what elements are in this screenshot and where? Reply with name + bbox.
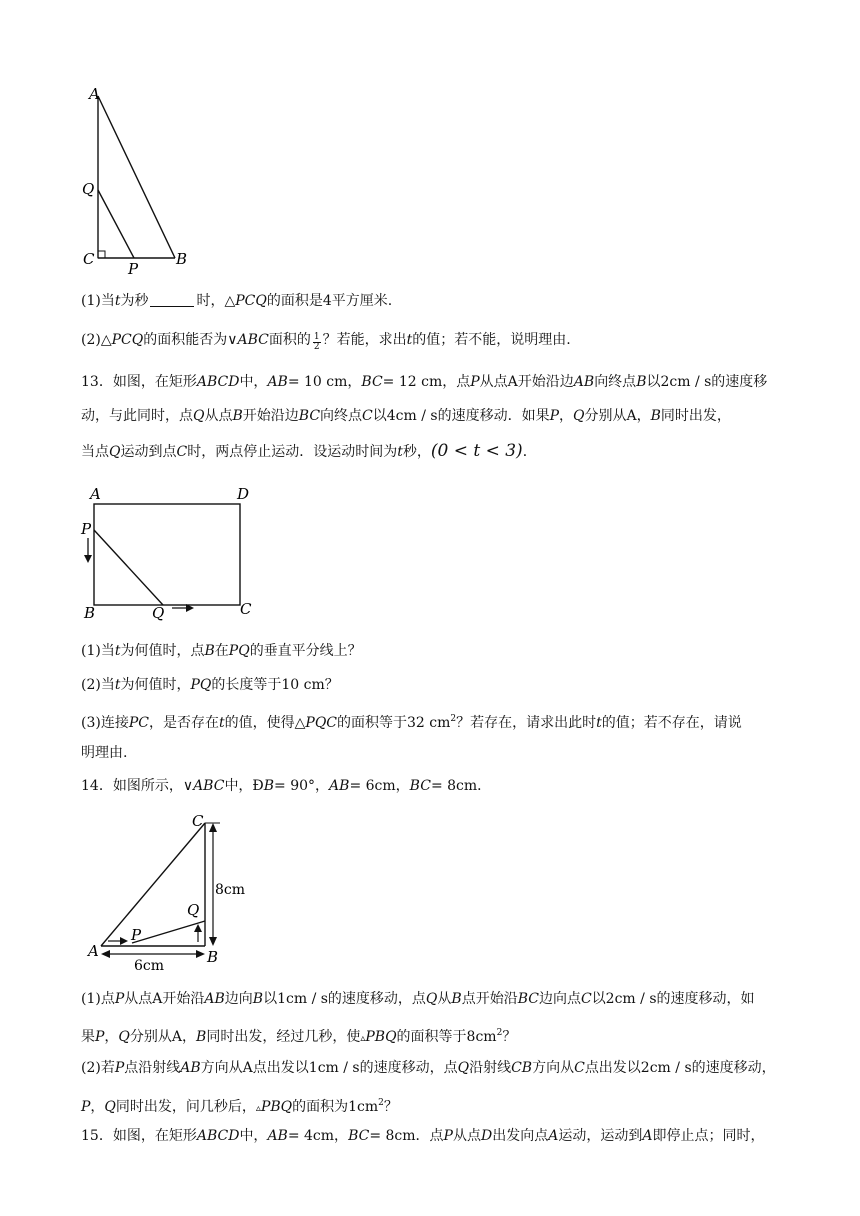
var: A	[548, 1128, 559, 1144]
q12-part2	[81, 330, 571, 352]
text: 为何值时，点	[120, 643, 205, 659]
label-c: C	[192, 812, 204, 830]
text: 运动到点	[120, 444, 177, 460]
var: C	[574, 1060, 585, 1076]
text: 明理由.	[81, 745, 128, 761]
var: C	[362, 408, 373, 424]
triangle-symbol: ▵	[255, 1103, 261, 1114]
text: 14．如图所示，∨	[81, 778, 194, 794]
text: 的面积为1cm	[292, 1099, 379, 1115]
label-b: B	[84, 604, 96, 622]
dimension-arrow-right	[196, 950, 205, 958]
text: 动，与此同时，点	[81, 408, 193, 424]
var: AB	[573, 374, 595, 390]
var: Q	[118, 1029, 130, 1045]
var: P	[470, 374, 480, 390]
label-a: A	[90, 485, 101, 503]
text: ？若存在，请求出此时	[456, 715, 597, 731]
var: P	[81, 1099, 91, 1115]
var-abc: ABC	[237, 332, 269, 348]
var: P	[95, 1029, 105, 1045]
text: 分别从A，	[584, 408, 651, 424]
text: 以2cm / s的速度移	[646, 374, 768, 390]
text: 15．如图，在矩形	[81, 1128, 197, 1144]
var: ABC	[193, 778, 225, 794]
text: 的长度等于10 cm？	[211, 677, 339, 693]
text: 分别从A，	[129, 1029, 197, 1045]
var: BC	[348, 1128, 370, 1144]
q14-part1	[81, 989, 755, 1009]
text: 点开始沿	[461, 991, 518, 1007]
q13-line1	[81, 372, 767, 392]
text: 沿射线	[469, 1060, 512, 1076]
var: Q	[109, 444, 121, 460]
answer-blank	[150, 292, 194, 307]
label-p: P	[81, 520, 92, 538]
var: P	[443, 1128, 453, 1144]
text: 果	[81, 1029, 95, 1045]
dimension-arrow-up	[209, 823, 217, 832]
text: 为秒	[120, 293, 149, 309]
label-b: B	[207, 948, 219, 966]
var-pcq: PCQ	[111, 332, 144, 348]
var: AB	[267, 374, 288, 390]
text: 的面积是4平方厘米.	[266, 293, 393, 309]
text: = 4cm，	[287, 1128, 349, 1144]
text: 从点	[452, 1128, 481, 1144]
arrow-head-down	[84, 555, 92, 563]
var: AB	[329, 778, 350, 794]
text: (3)连接	[81, 715, 129, 731]
text: 以2cm / s的速度移动，如	[591, 991, 755, 1007]
var: AB	[267, 1128, 288, 1144]
label-a: A	[89, 85, 100, 103]
var: BC	[361, 374, 383, 390]
text: ？	[383, 1099, 398, 1115]
segment-qp	[98, 190, 134, 258]
text: = 6cm，	[349, 778, 410, 794]
triangle-symbol: ▵	[360, 1033, 366, 1044]
var: P	[114, 1060, 125, 1076]
var: B	[252, 991, 264, 1007]
q14-part2-cont	[81, 1093, 398, 1119]
var: PQ	[228, 643, 250, 659]
var: C	[580, 991, 592, 1007]
var-t: t	[114, 293, 121, 309]
var: PBQ	[365, 1029, 397, 1045]
label-p: P	[128, 260, 139, 278]
text: 即停止点；同时，	[652, 1128, 765, 1144]
text: = 8cm．点	[369, 1128, 444, 1144]
var: B	[232, 408, 243, 424]
q15-statement	[81, 1126, 764, 1146]
range-expression: (0 < t < 3)	[430, 441, 523, 461]
var: Q	[104, 1099, 116, 1115]
var: t	[596, 715, 602, 731]
var: t	[114, 643, 121, 659]
figure-rectangle-abcd	[80, 484, 260, 622]
var: t	[114, 677, 121, 693]
var: BC	[298, 408, 321, 424]
label-b: B	[176, 250, 188, 268]
segment-pq	[94, 530, 163, 605]
fraction-one-half	[313, 333, 321, 352]
text: 在	[214, 643, 229, 659]
label-p: P	[131, 926, 142, 944]
var: BC	[517, 991, 539, 1007]
text: 边向	[224, 991, 253, 1007]
text: 同时出发，	[660, 408, 731, 424]
var: t	[218, 715, 225, 731]
text: 同时出发，问几秒后，	[115, 1099, 256, 1115]
var: Q	[425, 991, 438, 1007]
var: BC	[409, 778, 431, 794]
text: 点出发以2cm / s的速度移动，	[584, 1060, 776, 1076]
var-pcq: PCQ	[235, 293, 267, 309]
text: 边向点	[538, 991, 581, 1007]
var-t: t	[406, 332, 413, 348]
q12-part1	[81, 291, 392, 311]
text: 的面积等于8cm	[396, 1029, 497, 1045]
text: = 90°，	[274, 778, 330, 794]
text: = 8cm．	[430, 778, 492, 794]
text: 从点A开始沿	[124, 991, 205, 1007]
text: 出发向点	[492, 1128, 549, 1144]
text: 以1cm / s的速度移动，点	[263, 991, 426, 1007]
text: 面积的	[268, 332, 311, 348]
text: 向终点	[594, 374, 637, 390]
var: ABCD	[196, 1128, 240, 1144]
var: PC	[128, 715, 149, 731]
text: 的值；若不能，说明理由.	[412, 332, 571, 348]
text: 秒，	[402, 444, 431, 460]
text: 当点	[81, 444, 109, 460]
text: (1)点	[81, 991, 115, 1007]
var: AB	[204, 991, 225, 1007]
text: 从点	[204, 408, 233, 424]
text: 时，△	[196, 293, 236, 309]
dimension-arrow-left	[101, 950, 110, 958]
q13-part3	[81, 709, 742, 733]
superscript: 2	[450, 714, 457, 724]
var: P	[114, 991, 125, 1007]
fraction-denominator: 2	[313, 342, 320, 352]
var: PQC	[305, 715, 338, 731]
text: 的值，使得△	[224, 715, 306, 731]
var: AB	[180, 1060, 201, 1076]
text: 向终点	[320, 408, 363, 424]
text: ？若能，求出	[322, 332, 407, 348]
text: (1)当	[81, 643, 115, 659]
text: 方向从A点出发以1cm / s的速度移动，点	[200, 1060, 458, 1076]
var: B	[263, 778, 275, 794]
side-ab	[98, 96, 175, 258]
text: 从	[437, 991, 452, 1007]
text: 同时出发，经过几秒，使	[206, 1029, 361, 1045]
var: A	[642, 1128, 653, 1144]
var: PBQ	[260, 1099, 293, 1115]
dimension-arrow-down	[209, 937, 217, 946]
figure-triangle-abc	[84, 810, 254, 974]
q14-part2	[81, 1058, 776, 1078]
text: ，是否存在	[148, 715, 219, 731]
var: PQ	[190, 677, 212, 693]
var: B	[636, 374, 647, 390]
text: (2)若	[81, 1060, 115, 1076]
label-q: Q	[82, 180, 95, 198]
text: ．	[522, 444, 537, 460]
text: ，	[90, 1099, 105, 1115]
text: 中，	[239, 1128, 268, 1144]
side-ac	[101, 823, 205, 946]
text: 的垂直平分线上？	[249, 643, 362, 659]
label-6cm: 6cm	[134, 958, 165, 974]
text: 的值；若不存在，请说	[601, 715, 742, 731]
var: B	[451, 991, 462, 1007]
arrow-head-right	[120, 937, 128, 945]
figure-triangle-pcq	[78, 84, 198, 280]
text: ？	[502, 1029, 517, 1045]
var: CB	[511, 1060, 533, 1076]
text: 时，两点停止运动．设运动时间为	[187, 444, 398, 460]
text: 13．如图，在矩形	[81, 374, 197, 390]
label-8cm: 8cm	[215, 882, 246, 898]
text: ，	[104, 1029, 119, 1045]
label-q: Q	[152, 604, 165, 622]
q13-part2	[81, 675, 339, 695]
q14-statement	[81, 776, 491, 796]
var: Q	[193, 408, 205, 424]
text: (1)当	[81, 293, 115, 309]
label-c: C	[240, 600, 252, 618]
var: C	[176, 444, 188, 460]
var: P	[549, 408, 560, 424]
text: = 10 cm，	[287, 374, 362, 390]
text: 开始沿边	[242, 408, 299, 424]
var: Q	[573, 408, 585, 424]
fraction-numerator: 1	[313, 332, 320, 342]
var: t	[397, 444, 403, 460]
text: (2)△	[81, 332, 112, 348]
right-angle-mark	[98, 251, 105, 258]
q13-line2	[81, 406, 731, 426]
label-d: D	[237, 485, 250, 503]
label-q: Q	[187, 901, 200, 919]
superscript: 2	[496, 1028, 503, 1038]
text: 为何值时，	[120, 677, 191, 693]
q13-line3	[81, 441, 537, 462]
text: 中，	[239, 374, 268, 390]
var: B	[196, 1029, 207, 1045]
text: 以4cm / s的速度移动．如果	[372, 408, 550, 424]
label-a: A	[88, 942, 99, 960]
q13-part3-cont	[81, 743, 127, 763]
text: 的面积能否为∨	[143, 332, 238, 348]
text: = 12 cm，点	[382, 374, 471, 390]
var: B	[204, 643, 215, 659]
text: 运动，运动到	[558, 1128, 643, 1144]
var: Q	[457, 1060, 470, 1076]
arrow-head-up	[194, 924, 202, 932]
label-c: C	[83, 250, 95, 268]
var: ABCD	[196, 374, 240, 390]
q14-part1-cont	[81, 1023, 516, 1049]
superscript: 2	[378, 1098, 384, 1108]
text: (2)当	[81, 677, 115, 693]
q13-part1	[81, 641, 362, 661]
var: B	[650, 408, 661, 424]
var: D	[480, 1128, 493, 1144]
text: 的面积等于32 cm	[337, 715, 451, 731]
text: 方向从	[532, 1060, 575, 1076]
text: 点沿射线	[124, 1060, 181, 1076]
text: ，	[559, 408, 574, 424]
text: 中，Ð	[224, 778, 264, 794]
text: 从点A开始沿边	[479, 374, 574, 390]
